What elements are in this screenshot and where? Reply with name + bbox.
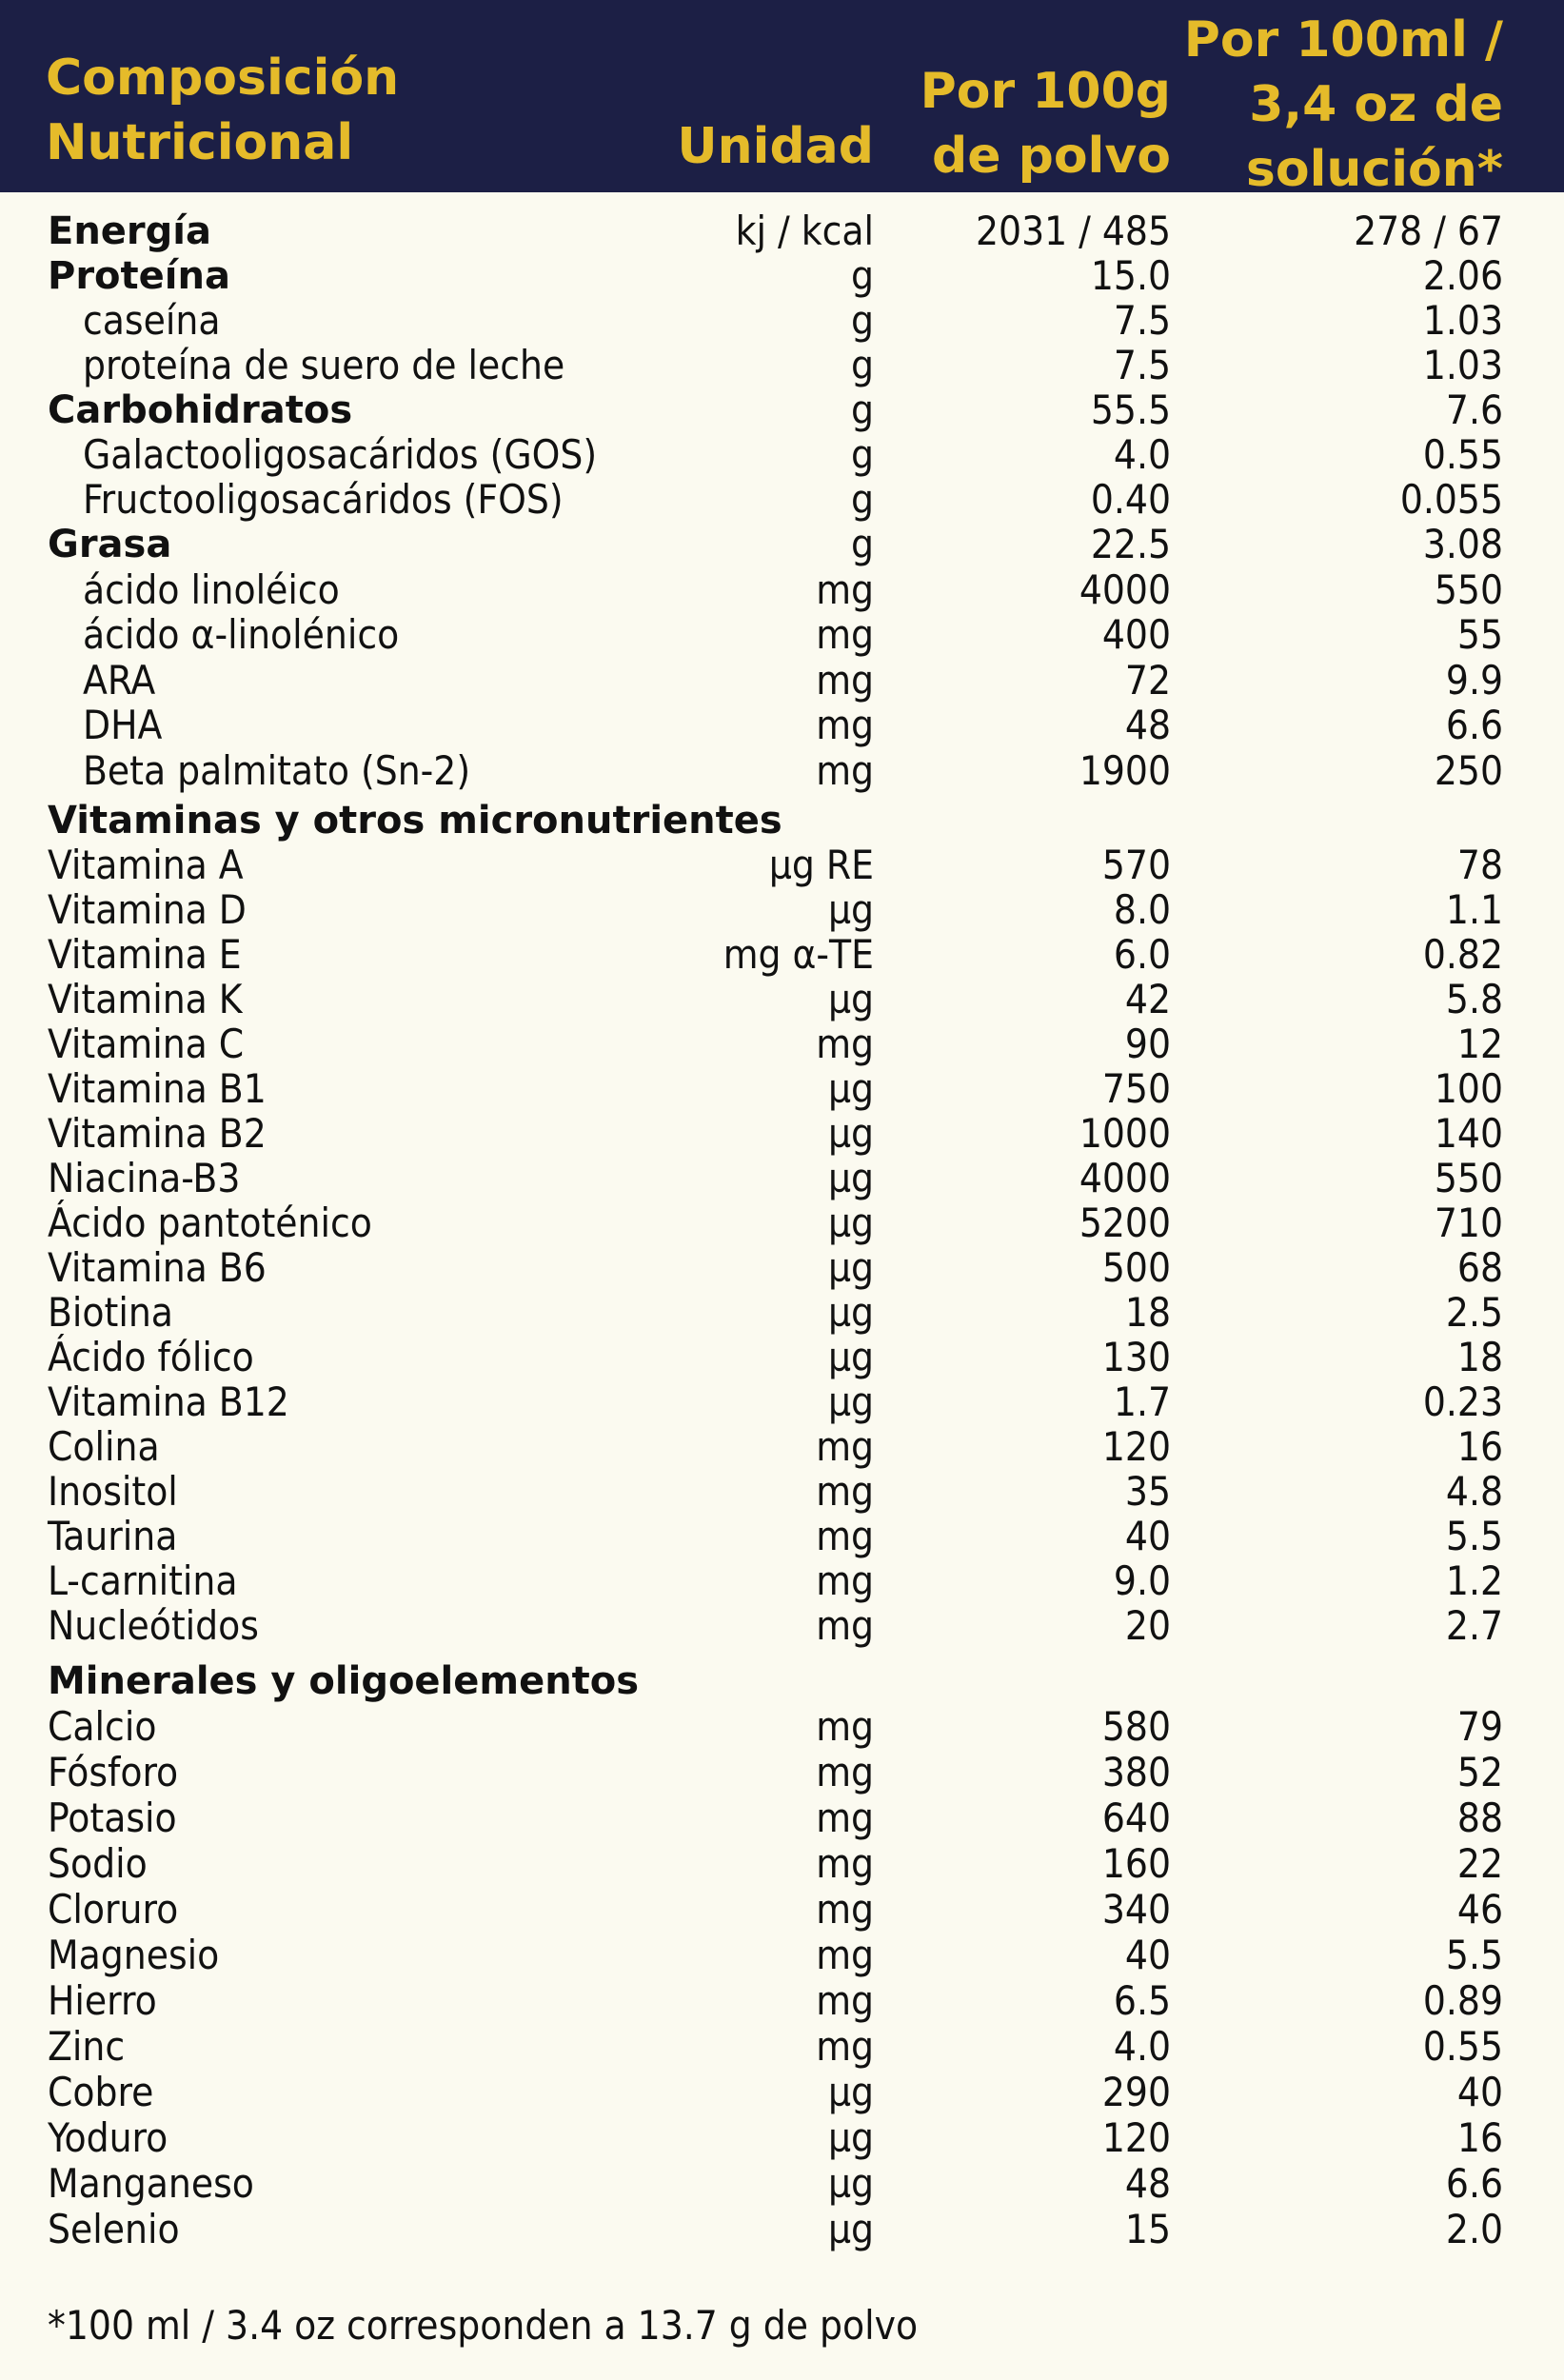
table-row	[0, 253, 1564, 299]
per-100g-value: 380	[1101, 1749, 1171, 1795]
per-100ml-value: 5.5	[1445, 1932, 1503, 1978]
per-100ml-value: 1.03	[1422, 297, 1503, 344]
per-100g-value: 340	[1101, 1886, 1171, 1933]
unit-header-text: Unidad	[677, 118, 874, 175]
section-heading-row	[0, 1658, 1564, 1704]
nutrient-name: Sodio	[48, 1840, 148, 1887]
per-100g-value: 4.0	[1113, 2023, 1171, 2070]
table-row	[0, 932, 1564, 978]
table-row	[0, 1021, 1564, 1067]
per-100g-value: 130	[1101, 1334, 1171, 1380]
nutrient-name: Yoduro	[48, 2114, 168, 2161]
table-row	[0, 1978, 1564, 2024]
per-100ml-value: 0.055	[1399, 476, 1503, 523]
unit-cell: mg	[816, 1602, 874, 1649]
nutrient-name: Proteína	[48, 254, 230, 298]
unit-cell: mg	[816, 1977, 874, 2024]
table-row	[0, 432, 1564, 478]
per-100g-value: 290	[1101, 2069, 1171, 2115]
per-100ml-value: 5.5	[1445, 1513, 1503, 1559]
per-100ml-value: 16	[1456, 1423, 1503, 1470]
nutrient-name: Potasio	[48, 1795, 177, 1841]
unit-cell: µg	[827, 2069, 874, 2115]
nutrient-name: Vitamina B12	[48, 1378, 289, 1425]
per-100g-value: 120	[1101, 1423, 1171, 1470]
per-100ml-value: 6.6	[1445, 2160, 1503, 2207]
col2-header-line-2: 3,4 oz de	[1249, 76, 1503, 133]
unit-cell: mg	[816, 1513, 874, 1559]
unit-cell: g	[851, 387, 874, 433]
per-100ml-value: 2.06	[1422, 252, 1503, 299]
nutrient-name: Fósforo	[48, 1749, 179, 1795]
table-row	[0, 2207, 1564, 2252]
table-row	[0, 1424, 1564, 1470]
per-100ml-value: 4.8	[1445, 1468, 1503, 1515]
unit-cell: g	[851, 252, 874, 299]
per-100g-value: 18	[1124, 1289, 1171, 1336]
table-row	[0, 977, 1564, 1022]
nutrient-name: proteína de suero de leche	[83, 342, 565, 388]
table-header	[0, 0, 1564, 198]
unit-cell: mg	[816, 611, 874, 658]
nutrient-name: Fructooligosacáridos (FOS)	[83, 476, 564, 523]
table-row	[0, 1335, 1564, 1380]
title-line-1: Composición	[46, 50, 400, 107]
nutrient-name: Vitamina C	[48, 1021, 245, 1067]
unit-cell: µg	[827, 1334, 874, 1380]
unit-cell: mg	[816, 2023, 874, 2070]
per-100ml-value: 2.0	[1445, 2206, 1503, 2252]
unit-cell: mg	[816, 1468, 874, 1515]
per-100ml-value: 3.08	[1422, 521, 1503, 567]
per-100ml-value: 140	[1434, 1110, 1503, 1157]
table-row	[0, 1750, 1564, 1795]
nutrient-name: Grasa	[48, 523, 172, 566]
nutrient-name: Ácido fólico	[48, 1334, 254, 1380]
per-100g-value: 1000	[1079, 1110, 1171, 1157]
table-row	[0, 748, 1564, 794]
nutrient-name: Cloruro	[48, 1886, 179, 1933]
unit-cell: µg	[827, 2160, 874, 2207]
nutrient-name: Vitamina D	[48, 886, 247, 933]
nutrient-name: Carbohidratos	[48, 388, 353, 432]
unit-cell: mg	[816, 1557, 874, 1604]
per-100ml-value: 2.5	[1445, 1289, 1503, 1336]
table-row	[0, 567, 1564, 613]
per-100g-value: 7.5	[1113, 342, 1171, 388]
nutrient-name: Vitamina K	[48, 976, 243, 1022]
table-row	[0, 1514, 1564, 1559]
per-100g-value: 580	[1101, 1703, 1171, 1750]
table-title	[46, 46, 399, 175]
table-row	[0, 1066, 1564, 1112]
table-row	[0, 1558, 1564, 1604]
per-100ml-value: 250	[1434, 747, 1503, 794]
unit-cell: µg	[827, 1200, 874, 1246]
per-100ml-value: 550	[1434, 566, 1503, 613]
unit-cell: µg	[827, 1155, 874, 1201]
nutrient-name: Vitamina B1	[48, 1065, 267, 1112]
nutrient-name: ácido linoléico	[83, 566, 340, 613]
unit-cell: mg	[816, 1840, 874, 1887]
per-100ml-value: 18	[1456, 1334, 1503, 1380]
nutrient-name: Vitamina A	[48, 842, 244, 888]
table-row	[0, 1469, 1564, 1515]
per-100ml-value: 0.55	[1422, 431, 1503, 478]
per-100g-value: 90	[1124, 1021, 1171, 1067]
per-100ml-value: 0.23	[1422, 1378, 1503, 1425]
per-100ml-value: 22	[1456, 1840, 1503, 1887]
per-100g-value: 400	[1101, 611, 1171, 658]
per-100ml-value: 7.6	[1445, 387, 1503, 433]
nutrient-name: Cobre	[48, 2069, 154, 2115]
title-line-2: Nutricional	[46, 114, 354, 171]
unit-cell: g	[851, 342, 874, 388]
nutrient-name: Colina	[48, 1423, 160, 1470]
section-heading-row	[0, 798, 1564, 843]
unit-cell: µg	[827, 2206, 874, 2252]
per-100ml-value: 5.8	[1445, 976, 1503, 1022]
nutrient-name: ARA	[83, 657, 156, 704]
per-100g-value: 15.0	[1090, 252, 1171, 299]
unit-cell: g	[851, 476, 874, 523]
per-100ml-value: 278 / 67	[1354, 208, 1503, 254]
per-100ml-value: 9.9	[1445, 657, 1503, 704]
per-100ml-value: 40	[1456, 2069, 1503, 2115]
per-100g-value: 4000	[1079, 1155, 1171, 1201]
table-row	[0, 1111, 1564, 1157]
per-100ml-value: 16	[1456, 2114, 1503, 2161]
unit-cell: g	[851, 297, 874, 344]
nutrient-name: Energía	[48, 209, 211, 253]
table-row	[0, 658, 1564, 704]
unit-cell: mg	[816, 1703, 874, 1750]
per-100g-value: 55.5	[1090, 387, 1171, 433]
per-100ml-value: 52	[1456, 1749, 1503, 1795]
per-100ml-value: 100	[1434, 1065, 1503, 1112]
table-row	[0, 477, 1564, 523]
unit-cell: mg	[816, 1795, 874, 1841]
per-100g-value: 20	[1124, 1602, 1171, 1649]
nutrient-name: Manganeso	[48, 2160, 254, 2207]
table-row	[0, 1156, 1564, 1201]
unit-cell: µg	[827, 1244, 874, 1291]
per-100g-value: 2031 / 485	[976, 208, 1171, 254]
unit-cell: mg	[816, 1021, 874, 1067]
table-row	[0, 703, 1564, 748]
per-100g-value: 48	[1124, 702, 1171, 748]
unit-cell: g	[851, 431, 874, 478]
footnote: *100 ml / 3.4 oz corresponden a 13.7 g de polvo	[48, 2302, 919, 2349]
per-100ml-value: 2.7	[1445, 1602, 1503, 1649]
per-100ml-value: 0.89	[1422, 1977, 1503, 2024]
per-100ml-value: 68	[1456, 1244, 1503, 1291]
nutrient-name: Zinc	[48, 2023, 126, 2070]
unit-cell: mg	[816, 1886, 874, 1933]
unit-cell: µg	[827, 1378, 874, 1425]
nutrient-name: Ácido pantoténico	[48, 1200, 372, 1246]
table-row	[0, 343, 1564, 388]
col1-header-line-1: Por 100g	[920, 63, 1171, 120]
per-100ml-value: 0.55	[1422, 2023, 1503, 2070]
nutrient-name: Hierro	[48, 1977, 157, 2024]
col2-header-line-1: Por 100ml /	[1183, 11, 1503, 69]
nutrient-name: caseína	[83, 297, 221, 344]
per-100g-value: 35	[1124, 1468, 1171, 1515]
nutrient-name: Nucleótidos	[48, 1602, 259, 1649]
nutrient-name: Vitamina B6	[48, 1244, 267, 1291]
unit-cell: mg	[816, 702, 874, 748]
table-row	[0, 298, 1564, 344]
unit-cell: µg RE	[768, 842, 874, 888]
per-100g-value: 7.5	[1113, 297, 1171, 344]
nutrient-name: Vitaminas y otros micronutrientes	[48, 799, 782, 843]
table-row	[0, 1704, 1564, 1750]
nutrient-name: Biotina	[48, 1289, 173, 1336]
per-100g-value: 6.0	[1113, 931, 1171, 978]
table-row	[0, 1933, 1564, 1978]
nutrient-name: Inositol	[48, 1468, 178, 1515]
per-100ml-value: 6.6	[1445, 702, 1503, 748]
per-100g-value: 40	[1124, 1932, 1171, 1978]
unit-cell: mg α-TE	[723, 931, 874, 978]
per-100g-column-header	[921, 59, 1171, 188]
nutrient-name: Galactooligosacáridos (GOS)	[83, 431, 598, 478]
per-100ml-value: 46	[1456, 1886, 1503, 1933]
unit-cell: µg	[827, 2114, 874, 2161]
table-row	[0, 887, 1564, 933]
per-100g-value: 42	[1124, 976, 1171, 1022]
nutrient-name: Vitamina B2	[48, 1110, 267, 1157]
per-100g-value: 6.5	[1113, 1977, 1171, 2024]
table-row	[0, 1290, 1564, 1336]
nutrient-name: Selenio	[48, 2206, 180, 2252]
table-row	[0, 1379, 1564, 1425]
nutrient-name: Calcio	[48, 1703, 157, 1750]
per-100ml-column-header	[1184, 8, 1503, 202]
per-100ml-value: 1.1	[1445, 886, 1503, 933]
table-row	[0, 1245, 1564, 1291]
table-row	[0, 2115, 1564, 2161]
col2-header-line-3: solución*	[1245, 141, 1503, 198]
per-100ml-value: 79	[1456, 1703, 1503, 1750]
nutrient-name: L-carnitina	[48, 1557, 238, 1604]
table-row	[0, 387, 1564, 433]
unit-cell: µg	[827, 1289, 874, 1336]
unit-cell: mg	[816, 747, 874, 794]
per-100ml-value: 55	[1456, 611, 1503, 658]
table-row	[0, 1603, 1564, 1649]
nutrient-name: Beta palmitato (Sn-2)	[83, 747, 471, 794]
table-row	[0, 1200, 1564, 1246]
per-100ml-value: 1.03	[1422, 342, 1503, 388]
nutrient-name: Niacina-B3	[48, 1155, 241, 1201]
per-100g-value: 570	[1101, 842, 1171, 888]
unit-cell: mg	[816, 1749, 874, 1795]
per-100g-value: 120	[1101, 2114, 1171, 2161]
per-100g-value: 160	[1101, 1840, 1171, 1887]
per-100g-value: 15	[1124, 2206, 1171, 2252]
per-100g-value: 500	[1101, 1244, 1171, 1291]
per-100g-value: 72	[1124, 657, 1171, 704]
nutrient-name: Magnesio	[48, 1932, 220, 1978]
unit-cell: µg	[827, 976, 874, 1022]
unit-cell: g	[851, 521, 874, 567]
unit-cell: µg	[827, 1110, 874, 1157]
nutrient-name: Minerales y oligoelementos	[48, 1659, 640, 1703]
unit-cell: µg	[827, 886, 874, 933]
unit-cell: mg	[816, 1423, 874, 1470]
nutrient-name: Taurina	[48, 1513, 178, 1559]
unit-column-header	[677, 114, 874, 179]
unit-cell: mg	[816, 566, 874, 613]
per-100ml-value: 1.2	[1445, 1557, 1503, 1604]
per-100g-value: 4000	[1079, 566, 1171, 613]
per-100g-value: 8.0	[1113, 886, 1171, 933]
nutrient-name: DHA	[83, 702, 163, 748]
table-row	[0, 208, 1564, 254]
col1-header-line-2: de polvo	[932, 128, 1171, 185]
unit-cell: mg	[816, 1932, 874, 1978]
table-row	[0, 843, 1564, 888]
per-100g-value: 22.5	[1090, 521, 1171, 567]
table-row	[0, 2070, 1564, 2115]
table-row	[0, 1795, 1564, 1841]
per-100g-value: 1900	[1079, 747, 1171, 794]
unit-cell: kj / kcal	[735, 208, 874, 254]
per-100g-value: 40	[1124, 1513, 1171, 1559]
per-100g-value: 5200	[1079, 1200, 1171, 1246]
unit-cell: mg	[816, 657, 874, 704]
per-100ml-value: 0.82	[1422, 931, 1503, 978]
nutrient-name: ácido α-linolénico	[83, 611, 400, 658]
per-100ml-value: 12	[1456, 1021, 1503, 1067]
per-100ml-value: 710	[1434, 1200, 1503, 1246]
table-row	[0, 2161, 1564, 2207]
per-100g-value: 4.0	[1113, 431, 1171, 478]
unit-cell: µg	[827, 1065, 874, 1112]
table-row	[0, 1887, 1564, 1933]
table-row	[0, 612, 1564, 658]
table-row	[0, 522, 1564, 567]
per-100ml-value: 550	[1434, 1155, 1503, 1201]
per-100g-value: 1.7	[1113, 1378, 1171, 1425]
per-100g-value: 750	[1101, 1065, 1171, 1112]
per-100ml-value: 88	[1456, 1795, 1503, 1841]
table-row	[0, 1841, 1564, 1887]
per-100g-value: 0.40	[1090, 476, 1171, 523]
per-100ml-value: 78	[1456, 842, 1503, 888]
per-100g-value: 9.0	[1113, 1557, 1171, 1604]
per-100g-value: 640	[1101, 1795, 1171, 1841]
table-row	[0, 2024, 1564, 2070]
per-100g-value: 48	[1124, 2160, 1171, 2207]
nutrient-name: Vitamina E	[48, 931, 242, 978]
